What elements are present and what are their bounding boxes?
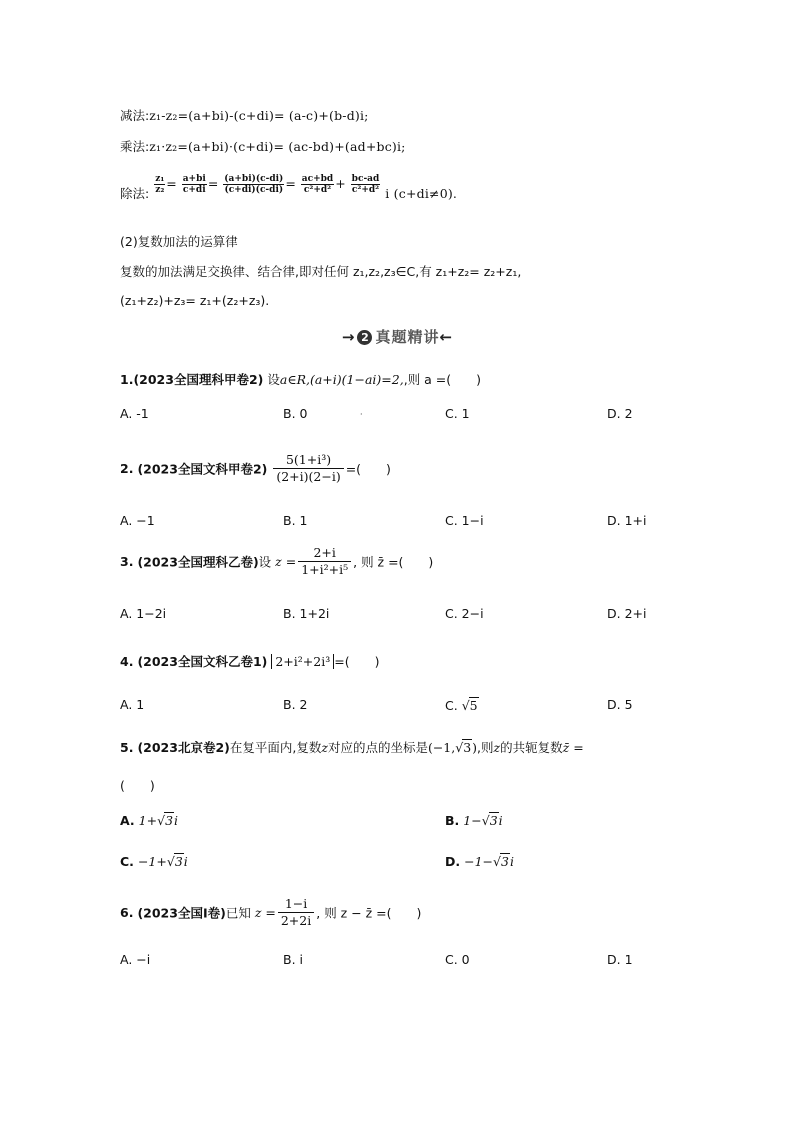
- subtraction-formula: z₁-z₂=(a+bi)-(c+di)= (a-c)+(b-d)i;: [149, 108, 369, 123]
- number-badge: 2: [357, 330, 372, 345]
- section-title: 真题精讲: [375, 328, 440, 346]
- question-number: 3.: [120, 554, 134, 569]
- sqrt-icon: √: [455, 740, 464, 755]
- q3-option-a: A. 1−2i: [120, 606, 167, 621]
- q6-option-a: A. −i: [120, 952, 151, 967]
- division-tail: i (c+di≠0).: [385, 186, 458, 201]
- q4-option-b: B. 2: [283, 697, 308, 712]
- question-fraction: $\frac{2+i}{\text{1+i²+i⁵}}$: [298, 545, 351, 578]
- arrow-right-icon: →: [341, 328, 355, 346]
- division-fraction-4: $\frac{ac+bd}{\text{c²+d²}}$: [301, 174, 334, 195]
- q4-option-d: D. 5: [607, 697, 633, 712]
- question-abs-expression: 2+i²+2i³: [271, 654, 334, 669]
- question-6: 6. (2023全国Ⅰ卷)已知 z = $\frac{1-i}{2+2i}$ , 则 z − z̄ =( ): [120, 896, 422, 928]
- q3-option-d: D. 2+i: [607, 606, 647, 621]
- addition-law-title: (2)复数加法的运算律: [120, 234, 238, 249]
- stray-dot: ·: [360, 410, 363, 419]
- division-line: 除法: $\frac{\text{z₁}}{\text{z₂}}$ = $\frac{a+bi}{c+di}$ = $\frac{(a+bi)(c-di)}{(c+di)(c-di)}$ = $\frac{ac+bd}{\text{c²+d²}}$ + $\frac{bc-ad}{\text{c²+d²}}$ i (c+di≠0).: [120, 174, 458, 201]
- sqrt-icon: √: [166, 854, 175, 869]
- q3-option-c: C. 2−i: [445, 606, 484, 621]
- division-fraction-2: $\frac{a+bi}{c+di}$: [182, 174, 206, 195]
- division-label: 除法:: [120, 186, 150, 201]
- question-3: 3. (2023全国理科乙卷)设 z = $\frac{2+i}{\text{1+i²+i⁵}}$ , 则 z̄ =( ): [120, 545, 434, 577]
- question-number: 4.: [120, 654, 134, 669]
- question-2: 2. (2023全国文科甲卷2) $\frac{\text{5(1+i³)}}{(2+i)(2-i)}$ =( ): [120, 452, 391, 484]
- multiplication-formula: z₁·z₂=(a+bi)·(c+di)= (ac-bd)+(ad+bc)i;: [149, 139, 406, 154]
- q2-option-c: C. 1−i: [445, 513, 484, 528]
- division-fraction-1: $\frac{\text{z₁}}{\text{z₂}}$: [155, 174, 165, 195]
- question-fraction: $\frac{1-i}{2+2i}$: [278, 896, 314, 929]
- sqrt-icon: √: [157, 813, 166, 828]
- sqrt-icon: √: [481, 813, 490, 828]
- division-fraction-3: $\frac{(a+bi)(c-di)}{(c+di)(c-di)}$: [224, 174, 284, 195]
- question-4: 4. (2023全国文科乙卷1) 2+i²+2i³ =( ): [120, 654, 380, 669]
- question-fraction: $\frac{\text{5(1+i³)}}{(2+i)(2-i)}$: [273, 452, 343, 485]
- q6-option-b: B. i: [283, 952, 303, 967]
- q6-option-d: D. 1: [607, 952, 633, 967]
- subtraction-label: 减法:: [120, 108, 150, 123]
- subtraction-line: [120, 106, 369, 124]
- sqrt-icon: √: [493, 854, 501, 869]
- q1-option-a: A. -1: [120, 406, 149, 421]
- q1-option-c: C. 1: [445, 406, 470, 421]
- q1-option-d: D. 2: [607, 406, 633, 421]
- q6-option-c: C. 0: [445, 952, 470, 967]
- q5-option-a: A. 1+√3i: [120, 813, 179, 828]
- q4-option-a: A. 1: [120, 697, 145, 712]
- question-source: (2023全国理科乙卷): [137, 554, 259, 570]
- sqrt-icon: √: [461, 698, 470, 713]
- question-5: 5. (2023北京卷2)在复平面内,复数z对应的点的坐标是(−1,√3),则z的共轭复数z̄ =: [120, 740, 584, 755]
- q5-option-c: C. −1+√3i: [120, 854, 188, 869]
- question-number: 6.: [120, 905, 134, 920]
- question-math: a∈R,(a+i)(1−ai)=2,: [279, 372, 404, 387]
- q2-option-b: B. 1: [283, 513, 308, 528]
- q2-option-a: A. −1: [120, 513, 155, 528]
- division-fraction-5: $\frac{bc-ad}{\text{c²+d²}}$: [351, 174, 380, 195]
- q3-option-b: B. 1+2i: [283, 606, 330, 621]
- multiplication-line: [120, 137, 406, 155]
- q4-option-c: C. √5: [445, 698, 478, 713]
- section-header: [0, 326, 794, 347]
- question-source: (2023全国文科甲卷2): [137, 461, 268, 477]
- question-number: 1.: [120, 372, 134, 387]
- multiplication-label: 乘法:: [120, 139, 150, 154]
- q5-option-b: B. 1−√3i: [445, 813, 503, 828]
- question-5-paren: ( ): [120, 778, 155, 793]
- question-number: 2.: [120, 461, 134, 476]
- question-source: (2023全国Ⅰ卷): [137, 905, 226, 921]
- addition-law-line-2: (z₁+z₂)+z₃= z₁+(z₂+z₃).: [120, 293, 270, 308]
- arrow-left-icon: ←: [439, 328, 453, 346]
- q2-option-d: D. 1+i: [607, 513, 647, 528]
- question-source: (2023北京卷2): [137, 740, 230, 755]
- q1-option-b: B. 0: [283, 406, 308, 421]
- question-source: (2023全国文科乙卷1): [137, 654, 268, 669]
- addition-law-line-1: 复数的加法满足交换律、结合律,即对任何 z₁,z₂,z₃∈C,有 z₁+z₂= z₂+z₁,: [120, 264, 522, 279]
- question-source: (2023全国理科甲卷2): [133, 372, 264, 387]
- question-1: 1.(2023全国理科甲卷2) 设a∈R,(a+i)(1−ai)=2,,则 a =( ): [120, 372, 481, 387]
- question-number: 5.: [120, 740, 134, 755]
- q5-option-d: D. −1−√3i: [445, 854, 514, 869]
